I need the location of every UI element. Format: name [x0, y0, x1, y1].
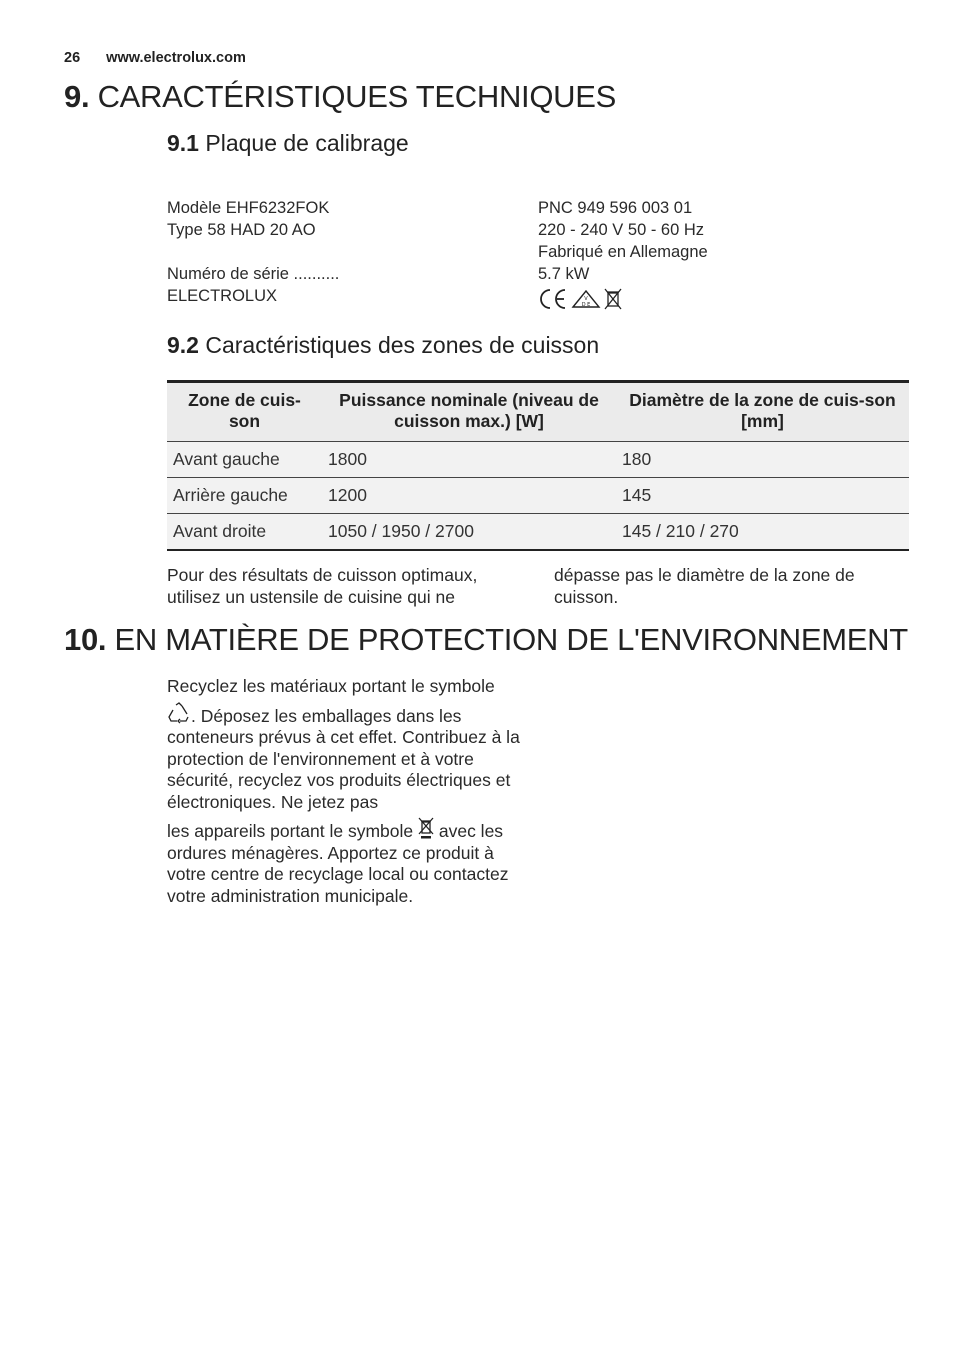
subsection-9-2-heading — [167, 332, 599, 359]
svg-text:V: V — [584, 296, 588, 302]
header-zone: Zone de cuis-son — [188, 390, 301, 431]
website-url: www.electrolux.com — [106, 50, 246, 66]
table-row — [167, 514, 909, 550]
power-text: 5.7 kW — [538, 265, 590, 283]
type-text: Type 58 HAD 20 AO — [167, 221, 316, 239]
pnc-text: PNC 949 596 003 01 — [538, 199, 693, 217]
subsection-9-2-number: 9.2 — [167, 332, 199, 358]
cell-diameter: 145 / 210 / 270 — [622, 520, 739, 541]
certification-marks — [538, 287, 858, 311]
cell-power: 1050 / 1950 / 2700 — [328, 520, 474, 541]
cell-diameter: 180 — [622, 449, 652, 469]
section-10-title: EN MATIÈRE DE PROTECTION DE L'ENVIRONNEMENT — [114, 622, 908, 657]
cell-zone: Avant droite — [173, 520, 267, 541]
cooking-zones-table — [167, 380, 909, 551]
voltage-text: 220 - 240 V 50 - 60 Hz — [538, 221, 705, 239]
environment-paragraph — [167, 676, 527, 907]
subsection-9-1-number: 9.1 — [167, 130, 199, 156]
environment-text-1: Recyclez les matériaux portant le symbole — [167, 676, 495, 696]
table-header-row — [167, 382, 909, 442]
made-in-text: Fabriqué en Allemagne — [538, 243, 708, 261]
cell-zone: Avant gauche — [173, 449, 280, 469]
ce-mark-icon — [538, 288, 568, 310]
rating-plate-left — [167, 197, 497, 307]
cell-power: 1200 — [328, 485, 367, 505]
cell-diameter: 145 — [622, 485, 652, 505]
weee-bin-icon — [603, 288, 623, 310]
cookware-note-right: dépasse pas le diamètre de la zone de cuisson. — [554, 565, 855, 607]
environment-text-2: . Déposez les emballages dans les conteneurs prévus à cet effet. Contribuez à la protection de l'environnement et à votre sécurité, recyclez vos produits électriques et électroniques. Ne jetez pas — [167, 705, 520, 812]
header-power: Puissance nominale (niveau de cuisson max.) [W] — [339, 390, 599, 431]
cell-power: 1800 — [328, 449, 367, 469]
section-9-title: CARACTÉRISTIQUES TECHNIQUES — [97, 79, 616, 114]
table-row — [167, 478, 909, 514]
page-header — [64, 50, 246, 66]
environment-text-3: les appareils portant le symbole — [167, 821, 414, 841]
subsection-9-1-heading — [167, 130, 409, 157]
brand-text: ELECTROLUX — [167, 287, 278, 305]
page-number: 26 — [64, 50, 81, 66]
cell-zone: Arrière gauche — [173, 485, 288, 505]
subsection-9-1-title: Plaque de calibrage — [205, 130, 409, 156]
environment-text-4: avec les ordures ménagères. Apportez ce produit à votre centre de recyclage local ou contactez votre administration municipale. — [167, 821, 509, 906]
section-9-heading — [64, 79, 616, 115]
table-row — [167, 442, 909, 478]
recycle-icon — [167, 702, 191, 724]
svg-text:D E: D E — [581, 302, 591, 308]
subsection-9-2-title: Caractéristiques des zones de cuisson — [205, 332, 600, 358]
header-diameter: Diamètre de la zone de cuis-son [mm] — [629, 390, 896, 431]
model-text: Modèle EHF6232FOK — [167, 199, 330, 217]
cookware-note-left: Pour des résultats de cuisson optimaux, utilisez un ustensile de cuisine qui ne — [167, 565, 478, 607]
weee-bin-icon — [418, 817, 434, 839]
vde-mark-icon — [570, 288, 602, 310]
section-10-heading — [64, 622, 908, 658]
section-9-number: 9. — [64, 79, 90, 114]
section-10-number: 10. — [64, 622, 107, 657]
rating-plate-right — [538, 197, 858, 311]
serial-text: Numéro de série .......... — [167, 265, 340, 283]
